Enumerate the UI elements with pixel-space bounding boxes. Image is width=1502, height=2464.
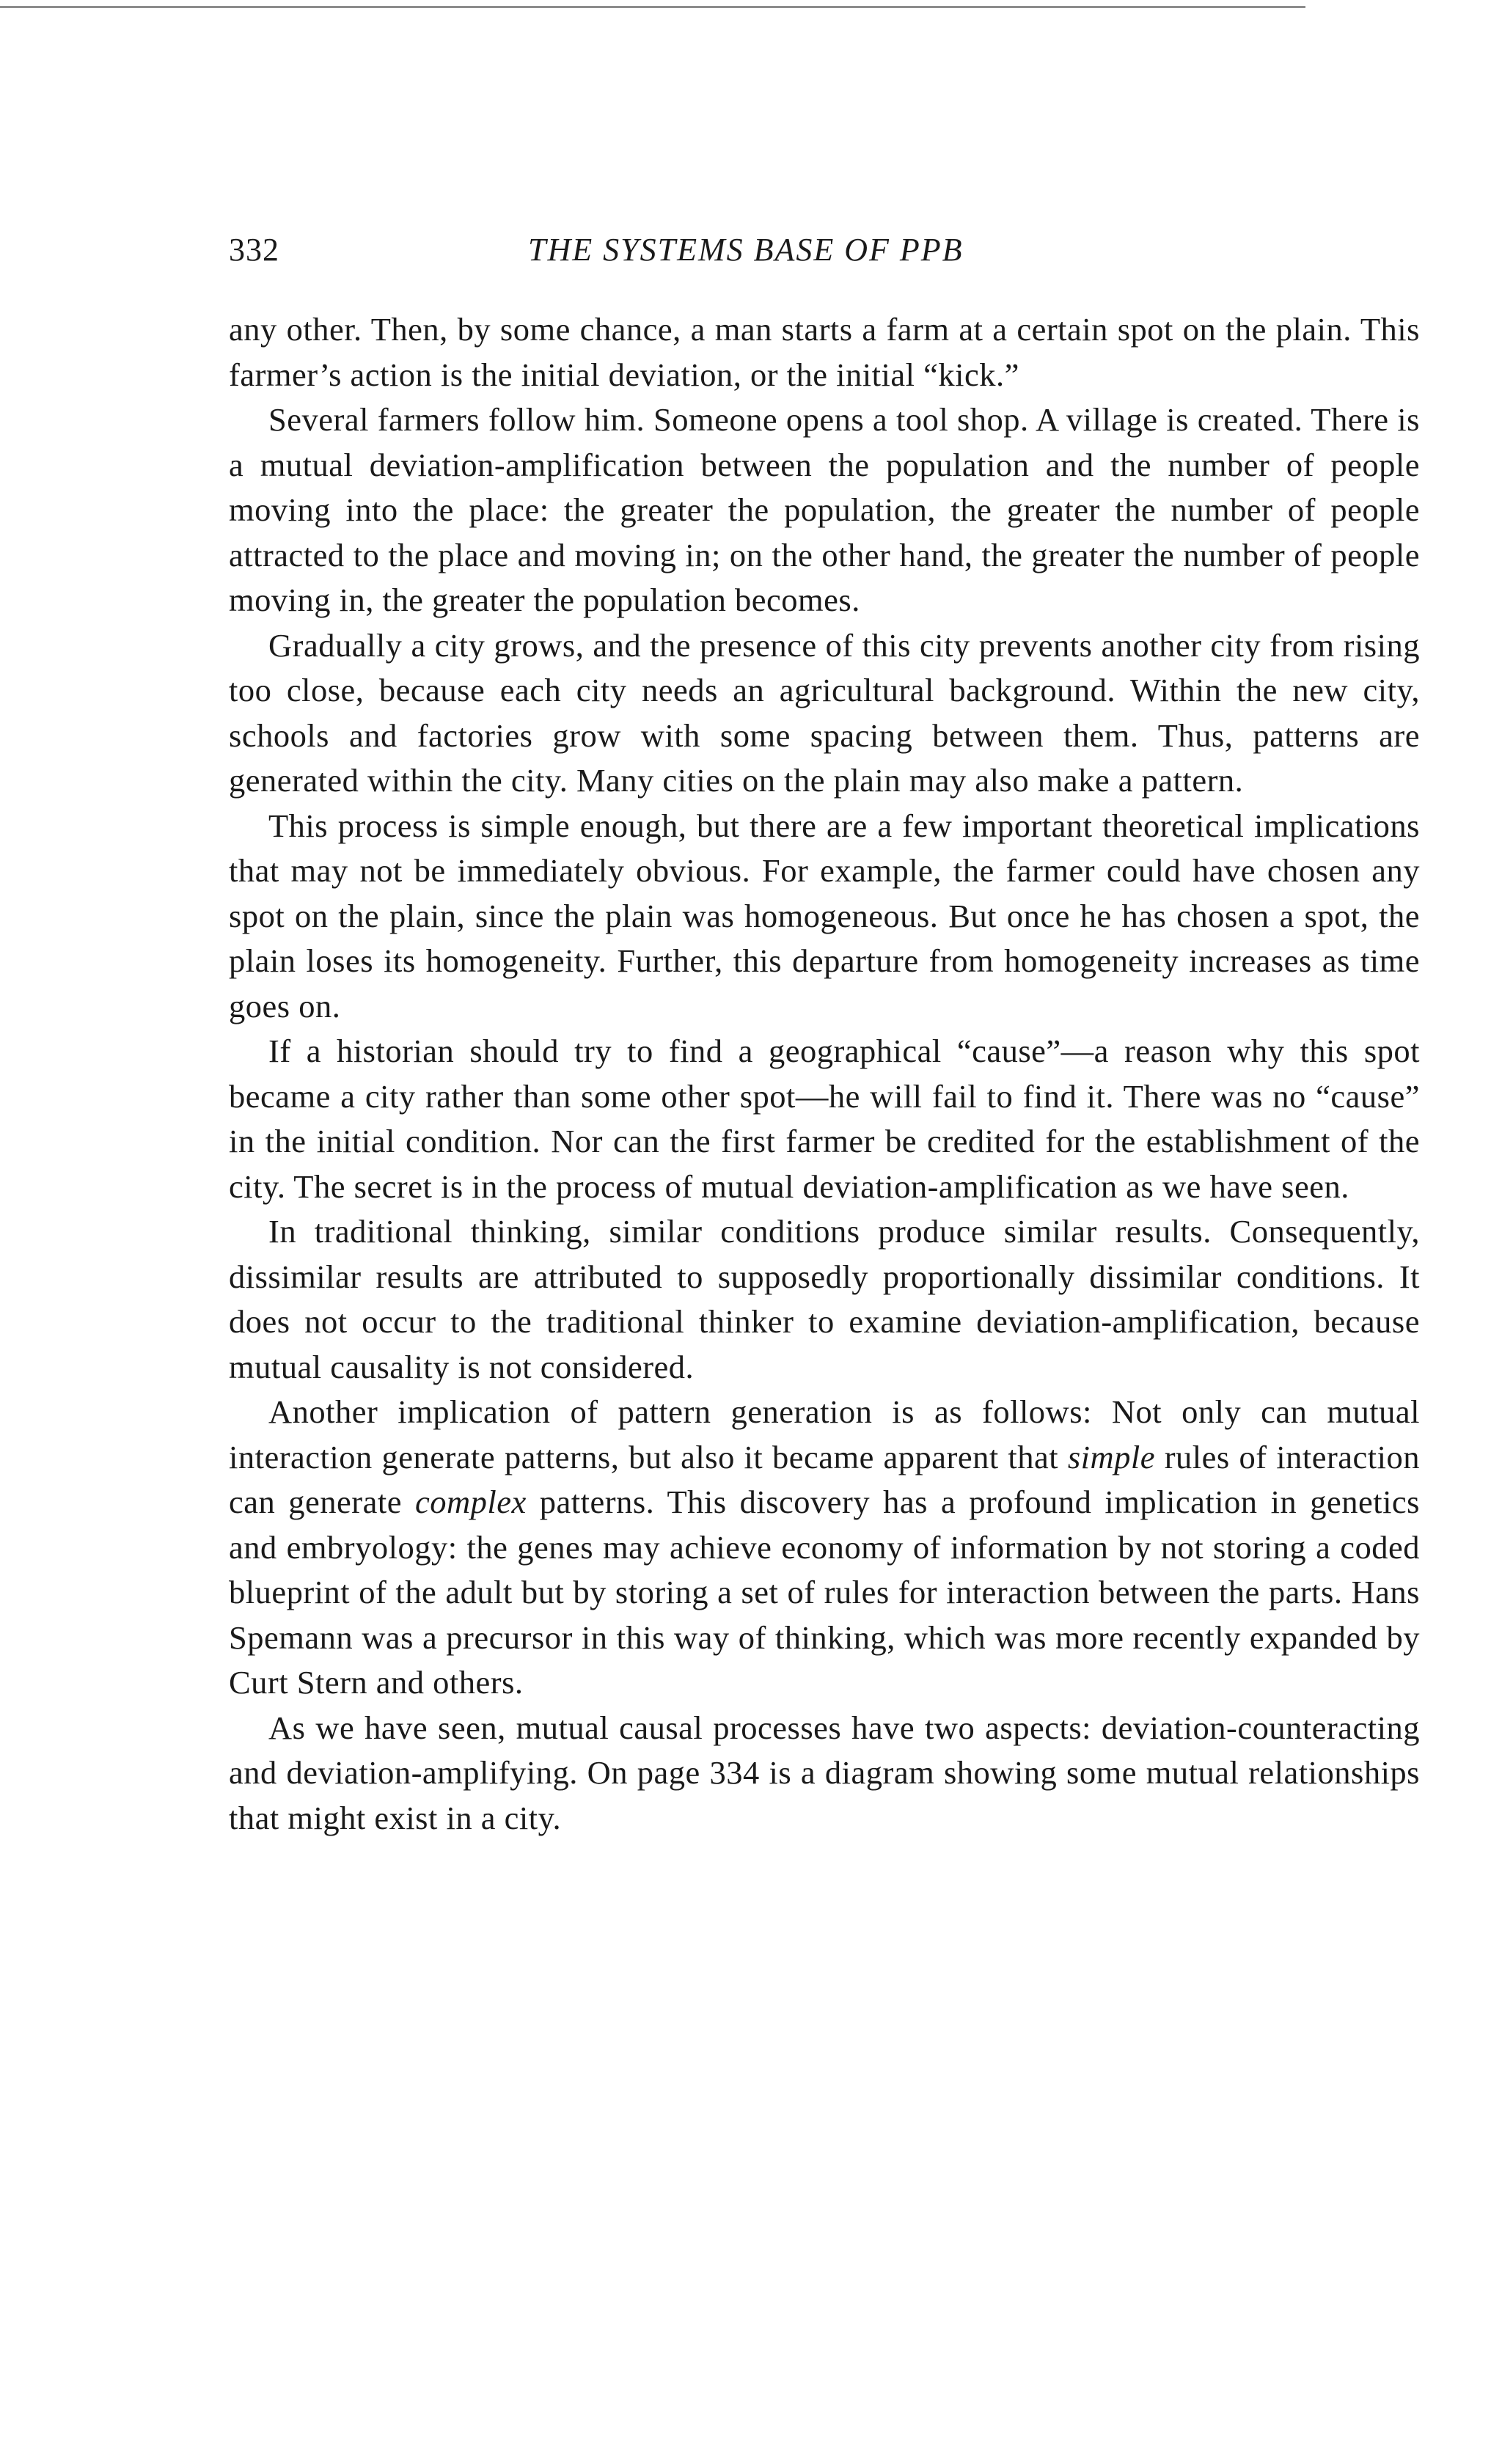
paragraph-2: Several farmers follow him. Someone opens a tool shop. A village is created. There is a mutual deviation-amplification between the population and the number of people moving into the place: the greater the population, the greater the number of people attracted to the place and moving in; on the other hand, the greater the number of people moving in, the greater the population becomes. xyxy=(229,401,1420,618)
paragraph-8: As we have seen, mutual causal processes have two aspects: deviation-counteracting and deviation-amplifying. On page 334 is a diagram showing some mutual relationships that might exist in a city. xyxy=(229,1709,1420,1836)
book-page xyxy=(229,231,1420,1841)
emphasis-simple: simple xyxy=(1067,1438,1156,1475)
body-text xyxy=(229,307,1420,1841)
paragraph-7-text-2: rules of interaction can generate xyxy=(229,1438,1420,1520)
scan-edge-rule xyxy=(0,6,1305,8)
paragraph-3: Gradually a city grows, and the presence of this city prevents another city from rising too close, because each city needs an agricultural background. Within the new city, schools and factories grow with some spacing between them. Thus, patterns are generated within the city. Many cities on the plain may also make a pattern. xyxy=(229,626,1420,799)
page-number: 332 xyxy=(229,232,279,268)
paragraph-5: If a historian should try to find a geographical “cause”—a reason why this spot became a city rather than some other spot—he will fail to find it. There was no “cause” in the initial condition. Nor can the first farmer be credited for the establishment of the city. The secret is in the process of mutual deviation-amplification as we have seen. xyxy=(229,1033,1420,1205)
paragraph-7-text-3: patterns. This discovery has a profound implication in genetics and embryology: the genes may achieve economy of information by not storing a coded blueprint of the adult but by storing a set of rules for interaction between the parts. Hans Spemann was a precursor in this way of thinking, which was more recently expanded by Curt Stern and others. xyxy=(229,1484,1420,1701)
paragraph-6: In traditional thinking, similar conditions produce similar results. Consequently, dissimilar results are attributed to supposedly proportionally dissimilar conditions. It does not occur to the traditional thinker to examine deviation-amplification, because mutual causality is not considered. xyxy=(229,1213,1420,1385)
paragraph-7-text-1: Another implication of pattern generation is as follows: Not only can mutual interaction generate patterns, but also it became apparent that xyxy=(229,1393,1420,1475)
running-title: THE SYSTEMS BASE OF PPB xyxy=(528,232,964,268)
paragraph-7 xyxy=(229,1390,1420,1706)
paragraph-4: This process is simple enough, but there are a few important theoretical implications that may not be immediately obvious. For example, the farmer could have chosen any spot on the plain, since the plain was homogeneous. But once he has chosen a spot, the plain loses its homogeneity. Further, this departure from homogeneity increases as time goes on. xyxy=(229,807,1420,1024)
running-head xyxy=(229,231,1420,278)
emphasis-complex: complex xyxy=(414,1484,527,1520)
paragraph-1: any other. Then, by some chance, a man starts a farm at a certain spot on the plain. This farmer’s action is the initial deviation, or the initial “kick.” xyxy=(229,311,1420,393)
